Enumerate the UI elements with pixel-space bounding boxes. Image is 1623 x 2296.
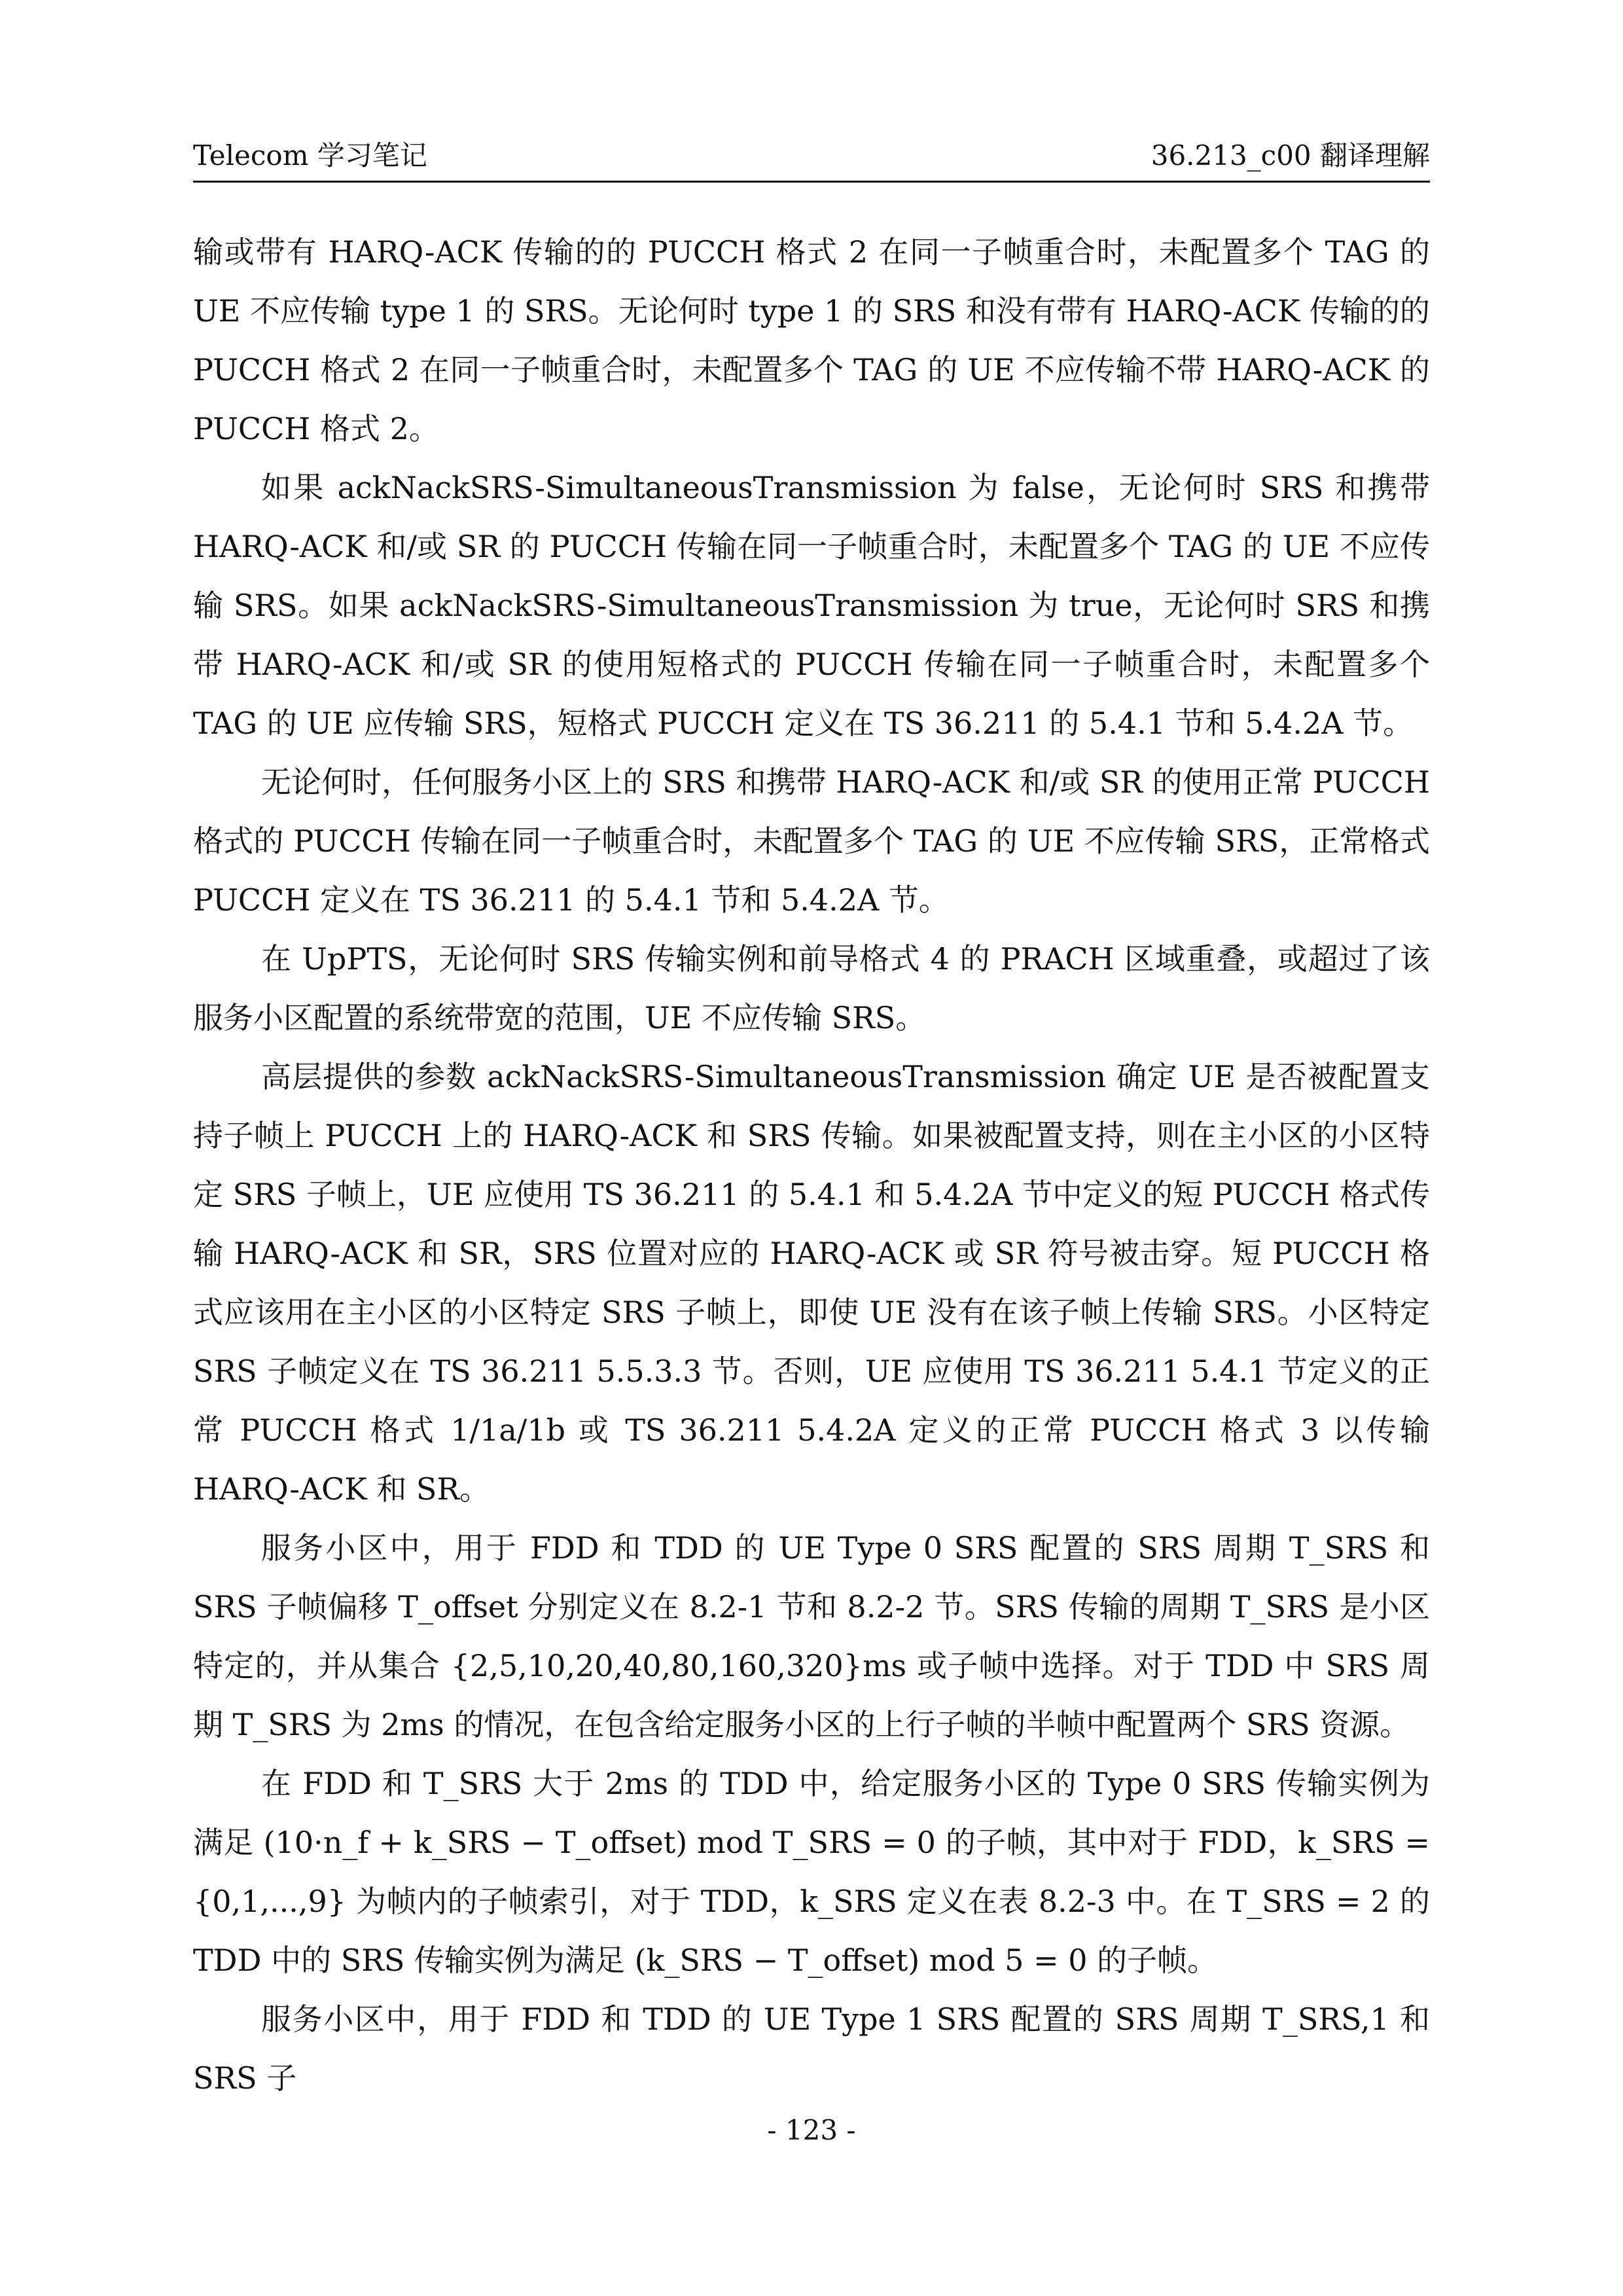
paragraph-7: 在 FDD 和 T_SRS 大于 2ms 的 TDD 中，给定服务小区的 Type 0 SRS 传输实例为满足 (10·n_f + k_SRS − T_offset) mod T_SRS = 0 的子帧，其中对于 FDD，k_SRS = {0,1,...,9} 为帧内的子帧索引，对于 TDD，k_SRS 定义在表 8.2-3 中。在 T_SRS = 2 的 TDD 中的 SRS 传输实例为满足 (k_SRS − T_offset) mod 5 = 0 的子帧。 — [193, 1766, 1430, 1978]
paragraph-3: 无论何时，任何服务小区上的 SRS 和携带 HARQ-ACK 和/或 SR 的使用正常 PUCCH 格式的 PUCCH 传输在同一子帧重合时，未配置多个 TAG 的 UE 不应传输 SRS，正常格式 PUCCH 定义在 TS 36.211 的 5.4.1 节和 5.4.2A 节。 — [193, 764, 1430, 918]
paragraph-1: 输或带有 HARQ-ACK 传输的的 PUCCH 格式 2 在同一子帧重合时，未配置多个 TAG 的 UE 不应传输 type 1 的 SRS。无论何时 type 1 的 SRS 和没有带有 HARQ-ACK 传输的的 PUCCH 格式 2 在同一子帧重合时，未配置多个 TAG 的 UE 不应传输不带 HARQ-ACK 的 PUCCH 格式 2。 — [193, 234, 1430, 446]
header-left: Telecom 学习笔记 — [193, 139, 427, 171]
paragraph-5: 高层提供的参数 ackNackSRS-SimultaneousTransmission 确定 UE 是否被配置支持子帧上 PUCCH 上的 HARQ-ACK 和 SRS 传输。如果被配置支持，则在主小区的小区特定 SRS 子帧上，UE 应使用 TS 36.211 的 5.4.1 和 5.4.2A 节中定义的短 PUCCH 格式传输 HARQ-ACK 和 SR，SRS 位置对应的 HARQ-ACK 或 SR 符号被击穿。短 PUCCH 格式应该用在主小区的小区特定 SRS 子帧上，即使 UE 没有在该子帧上传输 SRS。小区特定 SRS 子帧定义在 TS 36.211 5.5.3.3 节。否则，UE 应使用 TS 36.211 5.4.1 节定义的正常 PUCCH 格式 1/1a/1b 或 TS 36.211 5.4.2A 定义的正常 PUCCH 格式 3 以传输 HARQ-ACK 和 SR。 — [193, 1059, 1430, 1507]
header-divider — [193, 181, 1430, 183]
paragraph-2: 如果 ackNackSRS-SimultaneousTransmission 为 false，无论何时 SRS 和携带 HARQ-ACK 和/或 SR 的 PUCCH 传输在同一子帧重合时，未配置多个 TAG 的 UE 不应传输 SRS。如果 ackNackSRS-SimultaneousTransmission 为 true，无论何时 SRS 和携带 HARQ-ACK 和/或 SR 的使用短格式的 PUCCH 传输在同一子帧重合时，未配置多个 TAG 的 UE 应传输 SRS，短格式 PUCCH 定义在 TS 36.211 的 5.4.1 节和 5.4.2A 节。 — [193, 470, 1430, 741]
paragraph-6: 服务小区中，用于 FDD 和 TDD 的 UE Type 0 SRS 配置的 SRS 周期 T_SRS 和 SRS 子帧偏移 T_offset 分别定义在 8.2-1 节和 8.2-2 节。SRS 传输的周期 T_SRS 是小区特定的，并从集合 {2,5,10,20,40,80,160,320}ms 或子帧中选择。对于 TDD 中 SRS 周期 T_SRS 为 2ms 的情况，在包含给定服务小区的上行子帧的半帧中配置两个 SRS 资源。 — [193, 1530, 1430, 1742]
header-right: 36.213_c00 翻译理解 — [1150, 139, 1430, 171]
paragraph-8: 服务小区中，用于 FDD 和 TDD 的 UE Type 1 SRS 配置的 SRS 周期 T_SRS,1 和 SRS 子 — [193, 2001, 1430, 2096]
document-body — [193, 223, 1430, 2108]
paragraph-4: 在 UpPTS，无论何时 SRS 传输实例和前导格式 4 的 PRACH 区域重叠，或超过了该服务小区配置的系统带宽的范围，UE 不应传输 SRS。 — [193, 941, 1430, 1035]
page-number: - 123 - — [767, 2114, 856, 2146]
